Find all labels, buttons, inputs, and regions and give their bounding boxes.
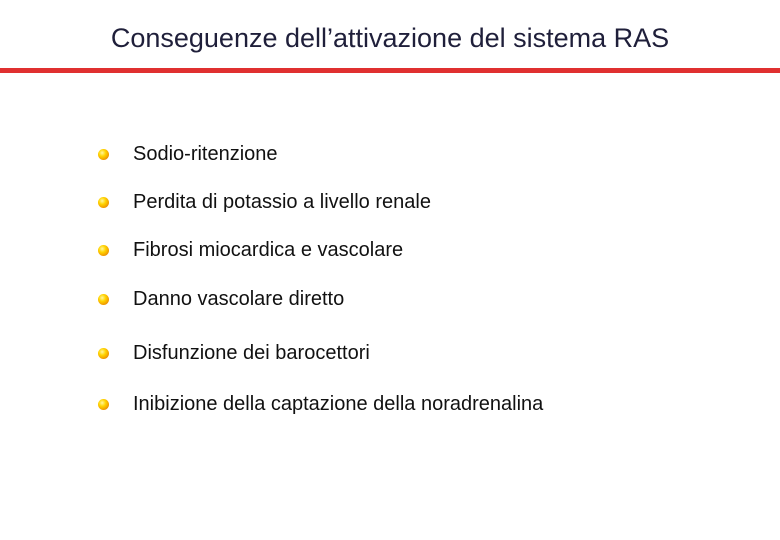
orb-bullet-icon [98,149,109,160]
bullet-text: Inibizione della captazione della noradrenalina [133,393,544,415]
bullet-text: Fibrosi miocardica e vascolare [133,239,404,261]
orb-bullet-icon [98,294,109,305]
bullet-text: Sodio-ritenzione [133,143,278,165]
title-divider [0,68,780,73]
slide-title: Conseguenze dell’attivazione del sistema RAS [110,23,670,53]
orb-bullet-icon [98,348,109,359]
bullet-text: Perdita di potassio a livello renale [133,191,431,213]
orb-bullet-icon [98,197,109,208]
orb-bullet-icon [98,245,109,256]
bullet-text: Disfunzione dei barocettori [133,342,370,364]
orb-bullet-icon [98,399,109,410]
bullet-text: Danno vascolare diretto [133,288,345,310]
